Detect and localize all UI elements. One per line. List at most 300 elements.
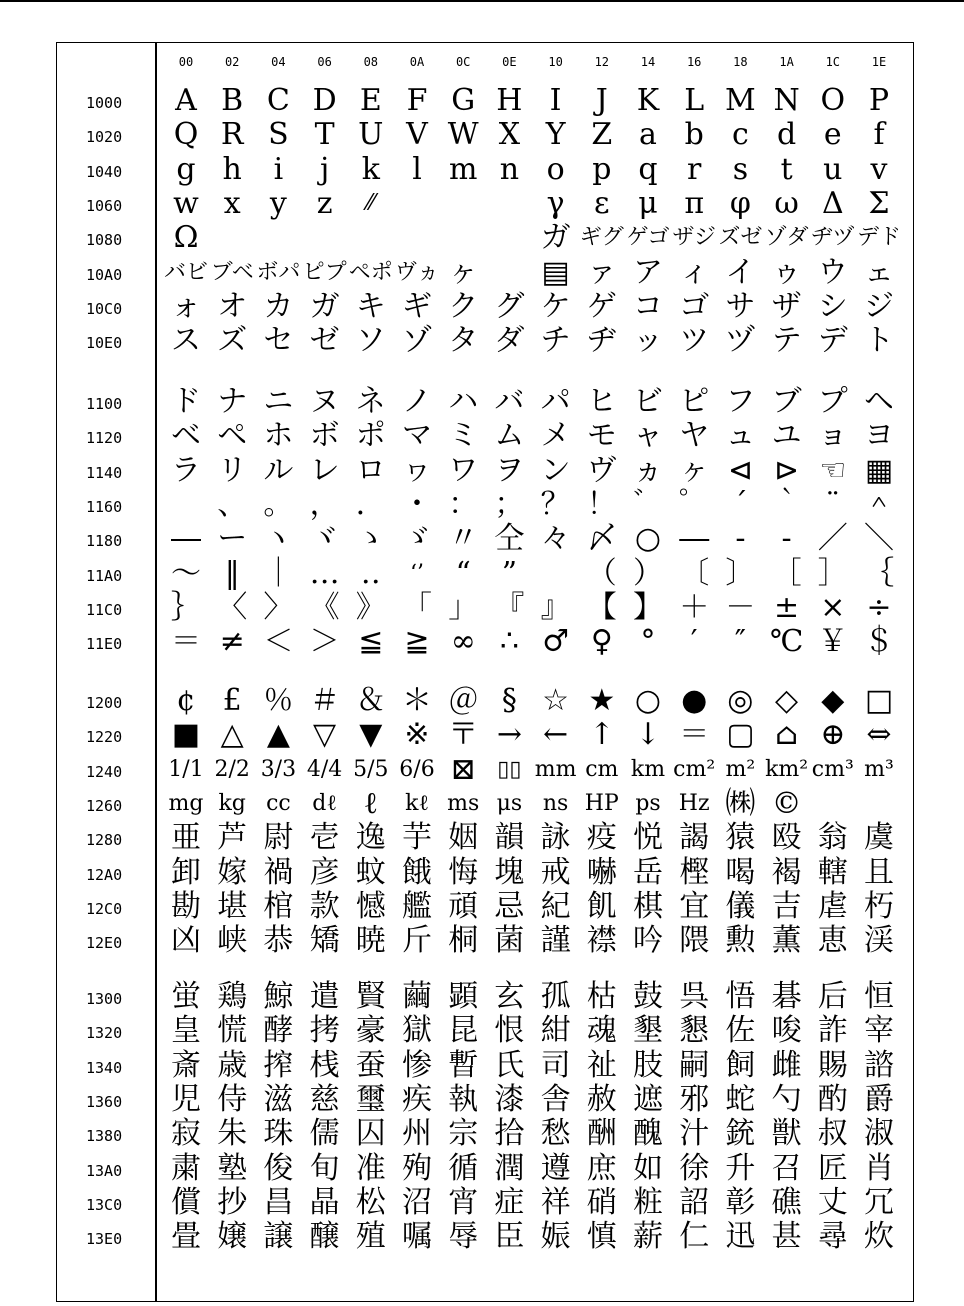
char-cell: ： xyxy=(448,486,479,522)
char-cell: 款 xyxy=(309,888,340,924)
char-cell: ‐ xyxy=(735,521,746,557)
char-cell: 懇 xyxy=(679,1013,710,1049)
char-cell: ⇔ xyxy=(866,717,892,753)
char-cell: 蛇 xyxy=(725,1081,756,1117)
char-cell: モ xyxy=(586,418,617,454)
char-cell: ョ xyxy=(817,418,848,454)
char-cell: 尋 xyxy=(817,1219,848,1255)
char-cell: 宵 xyxy=(448,1184,479,1220)
column-header: 1E xyxy=(871,55,887,69)
char-cell: 舎 xyxy=(540,1081,571,1117)
char-cell: 迅 xyxy=(725,1219,756,1255)
char-cell: 憾 xyxy=(355,888,386,924)
char-cell: ⊕ xyxy=(820,717,846,753)
char-cell: 薪 xyxy=(633,1219,663,1255)
char-cell: 慎 xyxy=(586,1219,617,1255)
char-cell: ⊳ xyxy=(774,452,800,488)
row-label: 1140 xyxy=(86,463,123,482)
char-cell: ● xyxy=(681,683,708,718)
char-cell: 斤 xyxy=(402,923,432,959)
char-cell: 褐 xyxy=(771,854,802,890)
char-cell: イ xyxy=(725,254,756,290)
char-cell: 矯 xyxy=(309,923,340,959)
char-cell: ～ xyxy=(171,555,201,591)
char-cell: シ xyxy=(817,288,848,324)
char-cell: A xyxy=(175,83,197,118)
char-cell: 鯨 xyxy=(263,979,294,1014)
char-cell: km xyxy=(630,756,666,782)
char-cell: 執 xyxy=(448,1081,479,1117)
column-header: 16 xyxy=(686,55,702,69)
char-cell: ッ xyxy=(633,323,663,359)
char-cell: 《 xyxy=(309,589,340,625)
char-cell: 虞 xyxy=(864,820,894,856)
row-label: 12A0 xyxy=(86,865,123,884)
row-label: 1220 xyxy=(86,728,123,747)
row-label: 1060 xyxy=(86,196,123,215)
char-cell: m² xyxy=(725,756,756,782)
char-cell: 佐 xyxy=(725,1013,756,1049)
char-cell: ≦ xyxy=(358,624,384,660)
char-cell: φ xyxy=(729,185,751,221)
char-cell: 韻 xyxy=(494,820,525,856)
char-cell: 臣 xyxy=(494,1219,525,1255)
char-cell: 赦 xyxy=(586,1081,617,1117)
char-cell: ！ xyxy=(586,486,617,522)
char-cell: フ xyxy=(725,384,756,419)
char-cell: ズ xyxy=(217,323,248,359)
char-cell: 汁 xyxy=(679,1116,710,1152)
char-cell: ▤ xyxy=(541,254,570,290)
char-cell: 辱 xyxy=(448,1219,479,1255)
char-cell: ト xyxy=(864,323,894,359)
char-cell: ＝ xyxy=(679,717,710,753)
char-cell: 、 xyxy=(217,486,248,522)
row-label: 13A0 xyxy=(86,1161,123,1180)
char-cell: 勲 xyxy=(725,923,756,959)
char-cell: T xyxy=(314,117,335,153)
char-cell: ヘ xyxy=(864,384,894,419)
char-cell: プ xyxy=(817,384,848,419)
char-cell: 疫 xyxy=(586,820,617,856)
char-cell: 州 xyxy=(402,1116,432,1152)
char-cell: ▢ xyxy=(726,717,755,753)
char-cell: ‘’ xyxy=(410,560,424,586)
row-label: 1380 xyxy=(86,1127,123,1146)
char-cell: 喝 xyxy=(725,854,756,890)
char-cell: 旬 xyxy=(309,1150,340,1186)
char-cell: 遮 xyxy=(633,1081,663,1117)
char-cell: 渓 xyxy=(864,923,894,959)
char-cell: 〃 xyxy=(448,521,479,557)
char-cell: 蚊 xyxy=(355,854,386,890)
char-cell: 召 xyxy=(771,1150,802,1186)
char-cell: c xyxy=(731,117,749,153)
char-cell: サ xyxy=(725,288,756,324)
char-cell: マ xyxy=(402,418,432,454)
row-label: 1080 xyxy=(86,231,123,250)
char-cell: ＃ xyxy=(309,683,340,718)
char-cell: 嗣 xyxy=(679,1047,710,1083)
column-header: 1A xyxy=(779,55,794,69)
char-cell: 呉 xyxy=(679,979,710,1014)
char-cell: Hz xyxy=(678,790,710,816)
char-cell: 蛍 xyxy=(171,979,201,1014)
char-cell: ヌ xyxy=(309,384,340,419)
char-cell: 3/3 xyxy=(260,756,297,782)
char-cell: o xyxy=(546,151,565,187)
char-cell: 殴 xyxy=(771,820,802,856)
char-cell: 鼓 xyxy=(633,979,663,1014)
char-cell: 詠 xyxy=(540,820,571,856)
char-cell: 寂 xyxy=(171,1116,201,1152)
char-cell: 樫 xyxy=(679,854,710,890)
char-cell: L xyxy=(684,83,705,118)
char-cell: バ xyxy=(494,384,525,419)
char-cell: 〉 xyxy=(263,589,294,625)
char-cell: h xyxy=(222,151,242,187)
char-cell: 諮 xyxy=(864,1047,894,1083)
char-cell: ヒ xyxy=(586,384,617,419)
char-cell: テ xyxy=(771,323,802,359)
char-cell: ↓ xyxy=(635,717,661,753)
char-cell: ピプ xyxy=(302,259,347,285)
char-cell: ⁄⁄ xyxy=(367,190,375,216)
char-cell: コ xyxy=(633,288,663,324)
row-label: 1360 xyxy=(86,1092,123,1111)
char-cell: 恭 xyxy=(263,923,294,959)
char-cell: 慈 xyxy=(309,1081,340,1117)
char-cell: 嫁 xyxy=(217,854,248,890)
char-cell: 壱 xyxy=(309,820,340,856)
char-cell: ‐ xyxy=(781,521,792,557)
column-header: 06 xyxy=(317,55,332,69)
char-cell: Σ xyxy=(868,185,890,221)
char-cell: ＼ xyxy=(864,521,894,557)
char-cell: ＞ xyxy=(309,624,340,660)
char-cell: ド xyxy=(171,384,201,419)
char-cell: ニ xyxy=(263,384,294,419)
char-cell: ｛ xyxy=(864,555,894,591)
char-cell: 庶 xyxy=(586,1150,617,1186)
column-header: 10 xyxy=(548,55,563,69)
char-cell: 祥 xyxy=(540,1184,571,1220)
char-cell: 薫 xyxy=(771,923,802,959)
char-cell: m³ xyxy=(864,756,894,782)
char-cell: Ω xyxy=(173,220,199,256)
column-header: 04 xyxy=(271,55,286,69)
char-cell: O xyxy=(820,83,846,118)
char-cell: ガ xyxy=(540,220,571,256)
char-cell: G xyxy=(451,83,476,118)
char-cell: 遵 xyxy=(540,1150,571,1186)
char-cell: リ xyxy=(217,452,248,488)
char-cell: 醜 xyxy=(633,1116,663,1152)
char-cell: 姻 xyxy=(448,820,479,856)
char-cell: a xyxy=(639,117,657,153)
char-cell: 謹 xyxy=(540,923,571,959)
char-cell: 餓 xyxy=(402,854,432,890)
char-cell: （ xyxy=(586,555,617,591)
char-cell: 銃 xyxy=(725,1116,756,1152)
top-rule xyxy=(0,0,964,2)
char-cell: C xyxy=(266,83,290,118)
char-cell: 4/4 xyxy=(306,756,343,782)
char-cell: cc xyxy=(266,790,291,816)
char-cell: V xyxy=(406,117,428,153)
char-cell: ガ xyxy=(309,288,340,324)
char-cell: ヂヅ xyxy=(810,225,855,251)
char-cell: 孤 xyxy=(540,979,571,1014)
char-cell: 賢 xyxy=(355,979,386,1014)
char-cell: y xyxy=(269,185,287,221)
row-label: 1240 xyxy=(86,762,123,781)
char-cell: 皇 xyxy=(171,1013,201,1049)
char-cell: 宰 xyxy=(864,1013,894,1049)
char-cell: ケ xyxy=(540,288,571,324)
char-cell: 朱 xyxy=(217,1116,248,1152)
char-cell: 〔 xyxy=(679,555,710,591)
row-label: 10C0 xyxy=(86,299,123,318)
row-label: 1000 xyxy=(86,94,123,112)
char-cell: デド xyxy=(856,225,901,251)
char-cell: u xyxy=(823,151,843,187)
char-cell: 嚇 xyxy=(586,854,617,890)
char-cell: Y xyxy=(545,117,566,153)
char-cell: 「 xyxy=(402,589,432,625)
char-cell: 頑 xyxy=(448,888,479,924)
char-cell: ＋ xyxy=(679,589,710,625)
char-cell: 塾 xyxy=(217,1150,248,1186)
char-cell: 昆 xyxy=(448,1013,479,1049)
char-cell: 恵 xyxy=(817,923,848,959)
char-cell: 悟 xyxy=(725,979,756,1014)
char-cell: U xyxy=(358,117,384,153)
column-header: 02 xyxy=(224,55,240,69)
column-header: 0A xyxy=(409,55,425,69)
char-cell: 『 xyxy=(494,589,525,625)
char-cell: ´ xyxy=(732,486,748,522)
char-cell: H xyxy=(496,83,523,118)
char-cell: 儒 xyxy=(309,1116,340,1152)
char-cell: 棋 xyxy=(633,888,663,924)
char-cell: r xyxy=(687,151,702,187)
char-cell: 児 xyxy=(171,1081,201,1117)
char-cell: ′ xyxy=(690,624,698,660)
char-cell: ワ xyxy=(448,452,479,488)
char-cell: 桟 xyxy=(309,1047,340,1083)
char-cell: ○ xyxy=(634,683,662,718)
char-cell: μ xyxy=(638,185,658,221)
row-label: 1300 xyxy=(86,990,123,1008)
char-cell: s xyxy=(732,151,749,187)
char-cell: © xyxy=(771,785,802,821)
char-cell: 償 xyxy=(171,1184,201,1220)
char-cell: 悦 xyxy=(633,820,663,856)
char-cell: 謁 xyxy=(679,820,710,856)
char-cell: 峡 xyxy=(217,923,248,959)
char-cell: ヴヵ xyxy=(394,259,439,285)
char-cell: kg xyxy=(218,790,246,816)
char-cell: 硝 xyxy=(586,1184,617,1220)
char-cell: 禍 xyxy=(263,854,294,890)
char-cell: ― xyxy=(679,521,710,557)
char-cell: F xyxy=(406,83,428,118)
char-cell: 詔 xyxy=(679,1184,710,1220)
char-cell: 爵 xyxy=(864,1081,894,1117)
char-cell: ヶ xyxy=(679,452,710,488)
char-cell: 豪 xyxy=(355,1013,386,1049)
char-cell: ☜ xyxy=(819,452,847,488)
char-cell: ヴ xyxy=(586,452,617,488)
row-label: 13C0 xyxy=(86,1195,123,1214)
char-cell: 彰 xyxy=(725,1184,756,1220)
char-cell: セ xyxy=(263,323,294,359)
char-cell: 殉 xyxy=(402,1150,432,1186)
char-cell: ＆ xyxy=(355,683,386,718)
char-cell: z xyxy=(316,185,333,221)
char-cell: ＜ xyxy=(263,624,294,660)
char-cell: ル xyxy=(263,452,294,488)
char-cell: mg xyxy=(168,790,204,816)
char-cell: ★ xyxy=(588,683,616,718)
char-cell: 6/6 xyxy=(399,756,435,782)
char-cell: 〒 xyxy=(448,717,479,753)
column-header: 0E xyxy=(502,55,517,69)
char-cell: ゞ xyxy=(402,521,432,557)
char-cell: 侍 xyxy=(217,1081,248,1117)
char-cell: ↑ xyxy=(589,717,615,753)
char-cell: 沼 xyxy=(402,1184,432,1220)
char-cell: ＠ xyxy=(448,683,479,718)
column-header: 1C xyxy=(825,55,841,69)
char-cell: 飢 xyxy=(586,888,617,924)
char-cell: ∞ xyxy=(450,624,476,660)
char-cell: ギグ xyxy=(579,225,624,251)
char-cell: ― xyxy=(171,521,201,557)
char-cell: ザジ xyxy=(672,225,716,251)
char-cell: ‖ xyxy=(224,555,240,591)
char-cell: ＝ xyxy=(171,624,201,660)
char-cell: 碁 xyxy=(771,979,802,1014)
char-cell: ノ xyxy=(402,384,432,419)
char-cell: 襟 xyxy=(586,923,617,959)
char-cell: £ xyxy=(222,683,242,718)
char-cell: ω xyxy=(774,185,799,221)
char-cell: … xyxy=(309,555,340,591)
row-label: 10E0 xyxy=(86,334,123,353)
char-cell: 畳 xyxy=(171,1219,201,1255)
char-cell: 后 xyxy=(817,979,848,1014)
char-cell: ロ xyxy=(355,452,386,488)
char-cell: 〕 xyxy=(725,555,756,591)
char-cell: ブ xyxy=(771,384,802,419)
char-cell: カ xyxy=(263,288,294,324)
row-label: 1040 xyxy=(86,162,123,181)
char-cell: 悔 xyxy=(448,854,479,890)
char-cell: P xyxy=(868,83,890,118)
char-cell: 司 xyxy=(540,1047,571,1083)
row-label: 12C0 xyxy=(86,899,123,918)
char-cell: △ xyxy=(220,717,244,753)
char-cell: ＾ xyxy=(864,486,894,522)
char-cell: 如 xyxy=(633,1150,663,1186)
char-cell: 儀 xyxy=(725,888,756,924)
char-cell: ㈱ xyxy=(725,785,756,821)
char-cell: 轄 xyxy=(817,854,848,890)
char-cell: 肢 xyxy=(633,1047,663,1083)
char-cell: ボ xyxy=(309,418,340,454)
char-cell: ナ xyxy=(217,384,248,419)
char-cell: ペ xyxy=(217,418,248,454)
char-cell: 潤 xyxy=(494,1150,525,1186)
char-cell: N xyxy=(773,83,800,118)
column-header: 08 xyxy=(363,55,379,69)
char-cell: 酵 xyxy=(263,1013,294,1049)
char-cell: 歳 xyxy=(217,1047,248,1083)
char-cell: 循 xyxy=(448,1150,479,1186)
char-cell: 丈 xyxy=(817,1184,848,1220)
char-cell: l xyxy=(412,151,422,187)
column-header: 12 xyxy=(594,55,610,69)
char-cell: 吟 xyxy=(633,923,663,959)
char-cell: ← xyxy=(543,717,569,753)
char-cell: 拷 xyxy=(309,1013,340,1049)
char-cell: b xyxy=(684,117,704,153)
char-cell: v xyxy=(870,151,888,187)
char-cell: ゾダ xyxy=(764,225,809,251)
char-cell: B xyxy=(221,83,244,118)
char-cell: 】 xyxy=(633,589,663,625)
char-cell: dℓ xyxy=(312,790,337,816)
char-cell: 仝 xyxy=(494,521,525,557)
char-cell: “ xyxy=(455,555,471,591)
char-cell: ヵ xyxy=(633,452,663,488)
char-cell: 拾 xyxy=(494,1116,525,1152)
char-cell: ps xyxy=(635,790,661,816)
char-cell: ヲ xyxy=(494,452,525,488)
char-cell: ▲ xyxy=(266,717,290,753)
row-label: 1180 xyxy=(86,532,123,551)
row-label: 10A0 xyxy=(86,265,123,284)
char-cell: □ xyxy=(864,683,894,718)
char-cell: 礁 xyxy=(771,1184,802,1220)
char-cell: チ xyxy=(540,323,571,359)
char-cell: ÷ xyxy=(866,589,892,625)
char-cell: § xyxy=(501,683,517,718)
char-cell: mm xyxy=(534,756,577,782)
char-cell: km² xyxy=(765,756,809,782)
char-cell: 肖 xyxy=(864,1150,894,1186)
char-cell: － xyxy=(725,589,756,625)
char-cell: ブベ xyxy=(210,259,254,285)
char-cell: ン xyxy=(540,452,571,488)
char-cell: ☆ xyxy=(542,683,570,718)
char-cell: ィ xyxy=(679,254,710,290)
column-header: 00 xyxy=(178,55,194,69)
char-cell: ▼ xyxy=(359,717,383,753)
char-cell: 亜 xyxy=(171,820,201,856)
char-cell: ・ xyxy=(402,486,432,522)
char-cell: 珠 xyxy=(263,1116,294,1152)
char-cell: ♂ xyxy=(542,624,570,660)
char-cell: 猿 xyxy=(725,820,756,856)
row-label: 1260 xyxy=(86,796,123,815)
char-cell: 勘 xyxy=(171,888,201,924)
char-cell: j xyxy=(319,151,330,187)
row-label: 13E0 xyxy=(86,1230,123,1249)
column-header: 14 xyxy=(640,55,656,69)
